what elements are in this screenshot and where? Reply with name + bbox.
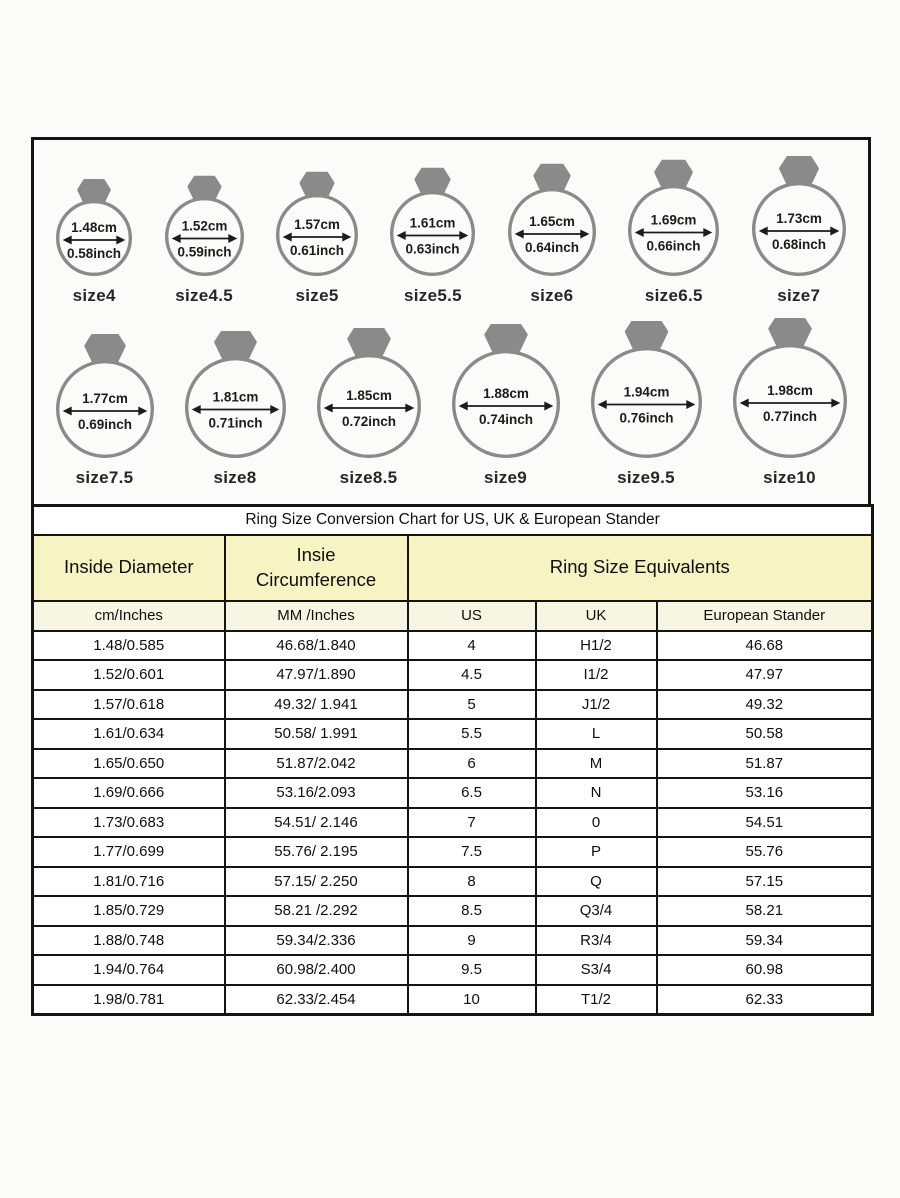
diameter-inch-label: 0.69inch — [77, 417, 132, 432]
ring-band — [57, 362, 152, 457]
table-cell: 1.73/0.683 — [33, 808, 225, 838]
table-cell: R3/4 — [536, 926, 657, 956]
table-cell: 60.98 — [657, 955, 873, 985]
table-cell: 6.5 — [408, 778, 536, 808]
ring-size-label: size5 — [295, 286, 339, 305]
diameter-cm-label: 1.57cm — [294, 217, 340, 232]
header-circumference-line1: Insie — [296, 543, 336, 565]
table-cell: 57.15 — [657, 867, 873, 897]
diameter-cm-label: 1.77cm — [81, 391, 128, 406]
ring-diagram — [177, 331, 294, 460]
subheader-european-stander: European Stander — [657, 601, 873, 631]
ring-band — [734, 346, 845, 457]
diameter-cm-label: 1.73cm — [775, 211, 822, 226]
table-row — [33, 749, 873, 779]
table-body — [33, 631, 873, 1015]
ring-size7.5 — [48, 334, 162, 488]
ring-size4 — [48, 174, 140, 306]
table-cell: 1.61/0.634 — [33, 719, 225, 749]
ring-size-label: size9.5 — [617, 468, 675, 487]
ring-size-label: size9 — [483, 468, 528, 487]
table-cell: 51.87 — [657, 749, 873, 779]
diameter-cm-label: 1.52cm — [181, 218, 228, 234]
table-cell: 55.76 — [657, 837, 873, 867]
ring-size-label: size10 — [763, 468, 816, 487]
ring-diagram — [500, 162, 604, 278]
table-row — [33, 867, 873, 897]
table-row — [33, 631, 873, 661]
table-cell: I1/2 — [536, 660, 657, 690]
subheader-us: US — [408, 601, 536, 631]
table-title: Ring Size Conversion Chart for US, UK & European Stander — [33, 506, 873, 535]
table-cell: 59.34 — [657, 926, 873, 956]
table-cell: 54.51 — [657, 808, 873, 838]
table-cell: 0 — [536, 808, 657, 838]
table-cell: 58.21 /2.292 — [225, 896, 408, 926]
ring-size6 — [500, 162, 604, 306]
table-cell: M — [536, 749, 657, 779]
table-row — [33, 955, 873, 985]
table-cell: 46.68 — [657, 631, 873, 661]
table-cell: 49.32/ 1.941 — [225, 690, 408, 720]
ring-band — [186, 359, 284, 457]
ring-band — [592, 349, 700, 457]
diameter-inch-label: 0.66inch — [646, 238, 701, 254]
ring-size9 — [444, 324, 568, 488]
table-cell: 57.15/ 2.250 — [225, 867, 408, 897]
ring-size-label: size5.5 — [404, 286, 462, 305]
table-cell: 1.52/0.601 — [33, 660, 225, 690]
table-cell: 7.5 — [408, 837, 536, 867]
table-row — [33, 896, 873, 926]
table-cell: Q3/4 — [536, 896, 657, 926]
diameter-inch-label: 0.58inch — [67, 246, 122, 261]
diameter-inch-label: 0.76inch — [618, 410, 674, 426]
table-cell: J1/2 — [536, 690, 657, 720]
table-cell: Q — [536, 867, 657, 897]
table-cell: 50.58/ 1.991 — [225, 719, 408, 749]
table-cell: 7 — [408, 808, 536, 838]
ring-row-2 — [40, 318, 862, 488]
table-header-row — [33, 535, 873, 601]
table-cell: 59.34/2.336 — [225, 926, 408, 956]
table-cell: 1.48/0.585 — [33, 631, 225, 661]
table-cell: 46.68/1.840 — [225, 631, 408, 661]
table-cell: 1.98/0.781 — [33, 985, 225, 1015]
ring-row-1 — [40, 156, 862, 306]
diameter-inch-label: 0.74inch — [478, 412, 533, 427]
table-cell: 1.85/0.729 — [33, 896, 225, 926]
ring-size-label: size6.5 — [644, 286, 703, 305]
ring-size-label: size4.5 — [175, 286, 234, 305]
table-cell: 5 — [408, 690, 536, 720]
header-ring-size-equivalents: Ring Size Equivalents — [408, 535, 873, 601]
ring-diagram — [48, 174, 140, 278]
table-row — [33, 660, 873, 690]
ring-size6.5 — [620, 159, 727, 306]
ring-diagram — [744, 156, 854, 278]
diameter-inch-label: 0.64inch — [524, 240, 579, 255]
diameter-inch-label: 0.68inch — [771, 237, 826, 252]
ring-size9.5 — [583, 321, 710, 488]
ring-band — [318, 356, 419, 457]
table-cell: P — [536, 837, 657, 867]
diameter-cm-label: 1.81cm — [212, 389, 258, 405]
ring-size-label: size6 — [530, 286, 574, 305]
diameter-inch-label: 0.71inch — [207, 415, 263, 431]
subheader-uk: UK — [536, 601, 657, 631]
table-cell: 8.5 — [408, 896, 536, 926]
header-inside-circumference — [225, 535, 408, 601]
ring-size-label: size4 — [72, 286, 116, 305]
table-cell: 4 — [408, 631, 536, 661]
table-cell: 1.88/0.748 — [33, 926, 225, 956]
table-row — [33, 719, 873, 749]
table-cell: 10 — [408, 985, 536, 1015]
header-inside-diameter: Inside Diameter — [33, 535, 225, 601]
table-cell: 6 — [408, 749, 536, 779]
diameter-cm-label: 1.61cm — [410, 215, 456, 231]
table-cell: 50.58 — [657, 719, 873, 749]
table-cell: 54.51/ 2.146 — [225, 808, 408, 838]
ring-size8.5 — [309, 328, 429, 488]
ring-size5 — [268, 168, 366, 306]
table-row — [33, 778, 873, 808]
diameter-cm-label: 1.69cm — [650, 212, 697, 228]
table-cell: 1.77/0.699 — [33, 837, 225, 867]
diameter-cm-label: 1.98cm — [766, 383, 813, 398]
ring-diagrams-section — [31, 137, 871, 507]
table-title-row — [33, 506, 873, 535]
table-cell: 1.94/0.764 — [33, 955, 225, 985]
ring-size-label: size7.5 — [75, 468, 134, 487]
diameter-inch-label: 0.61inch — [290, 243, 345, 258]
table-cell: 47.97 — [657, 660, 873, 690]
table-row — [33, 926, 873, 956]
table-row — [33, 808, 873, 838]
content-box — [31, 137, 871, 1016]
table-cell: S3/4 — [536, 955, 657, 985]
diameter-cm-label: 1.65cm — [528, 214, 575, 229]
ring-size7 — [744, 156, 854, 306]
diameter-cm-label: 1.85cm — [345, 388, 392, 403]
ring-diagram — [382, 165, 483, 278]
table-cell: 9 — [408, 926, 536, 956]
table-cell: 60.98/2.400 — [225, 955, 408, 985]
ring-diagram — [157, 171, 252, 278]
ring-size-label: size8 — [213, 468, 257, 487]
header-circumference-line2: Circumference — [255, 568, 377, 590]
table-cell: 4.5 — [408, 660, 536, 690]
table-row — [33, 837, 873, 867]
table-cell: 62.33 — [657, 985, 873, 1015]
subheader-cm-inches: cm/Inches — [33, 601, 225, 631]
table-cell: 1.65/0.650 — [33, 749, 225, 779]
table-cell: 53.16 — [657, 778, 873, 808]
table-cell: L — [536, 719, 657, 749]
table-row — [33, 690, 873, 720]
diameter-cm-label: 1.88cm — [482, 386, 529, 401]
table-cell: 51.87/2.042 — [225, 749, 408, 779]
conversion-table — [31, 504, 874, 1016]
table-cell: 9.5 — [408, 955, 536, 985]
table-cell: 58.21 — [657, 896, 873, 926]
table-cell: 55.76/ 2.195 — [225, 837, 408, 867]
ring-size10 — [725, 318, 855, 488]
ring-diagram — [268, 168, 366, 278]
table-cell: 49.32 — [657, 690, 873, 720]
table-cell: 8 — [408, 867, 536, 897]
ring-size4.5 — [157, 171, 252, 306]
diameter-inch-label: 0.72inch — [341, 414, 396, 429]
subheader-mm-inches: MM /Inches — [225, 601, 408, 631]
table-cell: 1.57/0.618 — [33, 690, 225, 720]
table-cell: N — [536, 778, 657, 808]
table-cell: 62.33/2.454 — [225, 985, 408, 1015]
table-cell: 5.5 — [408, 719, 536, 749]
table-cell: 47.97/1.890 — [225, 660, 408, 690]
ring-diagram — [620, 159, 727, 278]
ring-diagram — [48, 334, 162, 460]
table-cell: 1.69/0.666 — [33, 778, 225, 808]
ring-diagram — [444, 324, 568, 460]
diameter-inch-label: 0.77inch — [762, 409, 817, 424]
table-cell: 53.16/2.093 — [225, 778, 408, 808]
table-cell: T1/2 — [536, 985, 657, 1015]
ring-size8 — [177, 331, 294, 488]
ring-diagram — [309, 328, 429, 460]
diameter-cm-label: 1.94cm — [623, 384, 669, 400]
ring-size5.5 — [382, 165, 483, 306]
ring-diagram — [725, 318, 855, 460]
ring-size-label: size7 — [777, 286, 821, 305]
diameter-inch-label: 0.59inch — [177, 244, 232, 260]
table-cell: 1.81/0.716 — [33, 867, 225, 897]
table-subheader-row — [33, 601, 873, 631]
ring-band — [453, 352, 558, 457]
ring-diagram — [583, 321, 710, 460]
diameter-cm-label: 1.48cm — [71, 220, 118, 235]
table-cell: H1/2 — [536, 631, 657, 661]
table-row — [33, 985, 873, 1015]
diameter-inch-label: 0.63inch — [405, 241, 460, 257]
ring-size-label: size8.5 — [339, 468, 398, 487]
